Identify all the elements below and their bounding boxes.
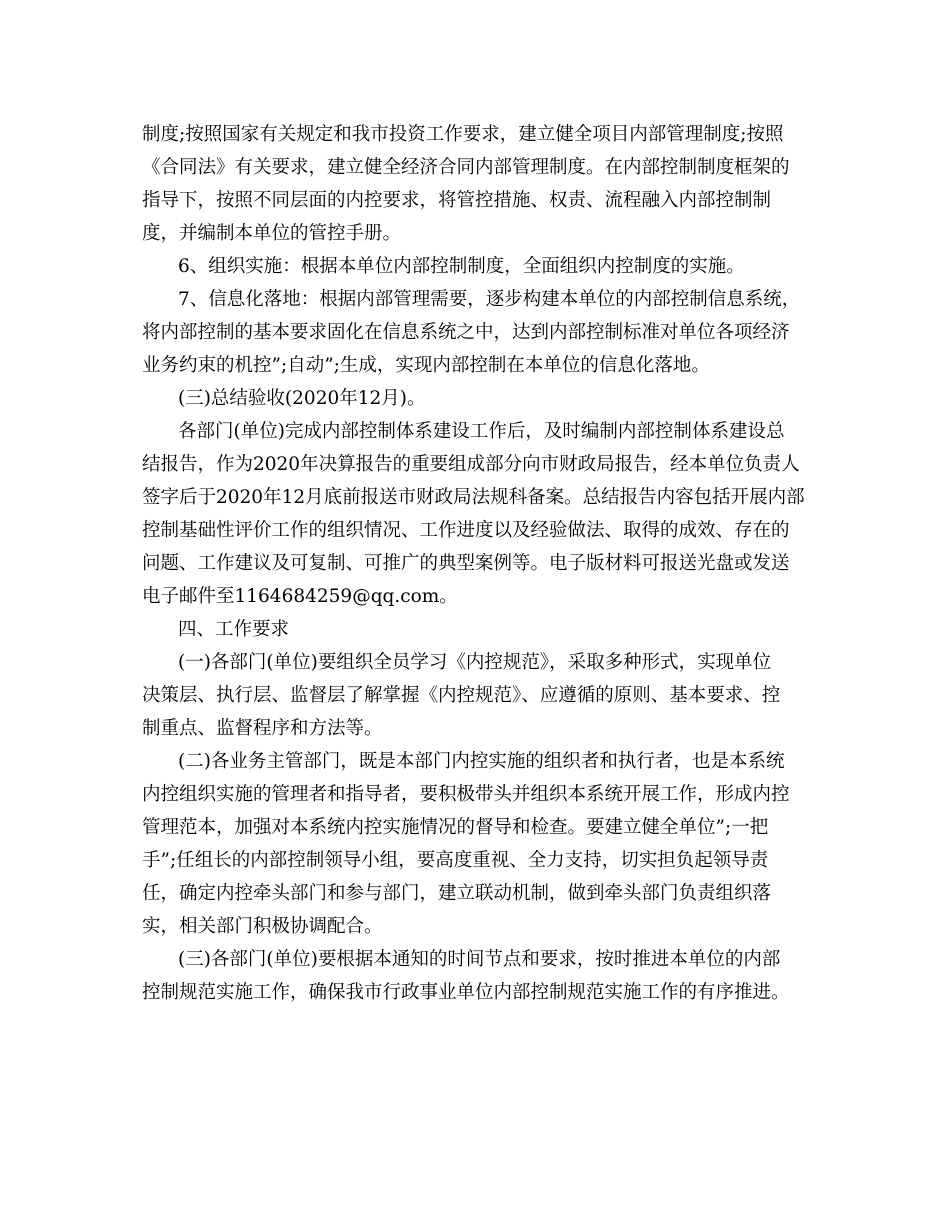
text-line: 7、信息化落地：根据内部管理需要，逐步构建本单位的内部控制信息系统， <box>178 289 801 310</box>
paragraph-continuation <box>142 118 814 250</box>
text-line: 问题、工作建议及可复制、可推广的典型案例等。电子版材料可报送光盘或发送 <box>142 553 790 574</box>
text-line: 指导下，按照不同层面的内控要求，将管控措施、权责、流程融入内部控制制 <box>142 190 772 211</box>
text-line: 结报告，作为2020年决算报告的重要组成部分向市财政局报告，经本单位负责人 <box>142 454 800 475</box>
text-line: 度，并编制本单位的管控手册。 <box>142 223 402 244</box>
text-line: (一)各部门(单位)要组织全员学习《内控规范》，采取多种形式，实现单位 <box>178 652 772 673</box>
text-line: 签字后于2020年12月底前报送市财政局法规科备案。总结报告内容包括开展内部 <box>142 487 805 508</box>
text-line: 内控组织实施的管理者和指导者，要积极带头并组织本系统开展工作，形成内控 <box>142 784 790 805</box>
text-line: 决策层、执行层、监督层了解掌握《内控规范》、应遵循的原则、基本要求、控 <box>142 685 781 706</box>
text-line: 制度;按照国家有关规定和我市投资工作要求，建立健全项目内部管理制度;按照 <box>142 124 784 145</box>
text-line: 业务约束的机控”;自动”;生成，实现内部控制在本单位的信息化落地。 <box>142 355 710 376</box>
text-line: (三)各部门(单位)要根据本通知的时间节点和要求，按时推进本单位的内部 <box>178 949 781 970</box>
paragraph-item-7 <box>142 283 814 382</box>
paragraph-summary-report <box>142 415 814 613</box>
text-line: (三)总结验收(2020年12月)。 <box>178 388 426 409</box>
text-line: 《合同法》有关要求，建立健全经济合同内部管理制度。在内部控制制度框架的 <box>142 157 790 178</box>
text-line: (二)各业务主管部门，既是本部门内控实施的组织者和执行者，也是本系统 <box>178 751 785 772</box>
section-heading-work-requirements <box>142 613 814 646</box>
section-heading-summary-acceptance <box>142 382 814 415</box>
document-body <box>142 118 814 1009</box>
text-line: 控制基础性评价工作的组织情况、工作进度以及经验做法、取得的成效、存在的 <box>142 520 790 541</box>
paragraph-requirement-3 <box>142 943 814 1009</box>
text-line: 手”;任组长的内部控制领导小组，要高度重视、全力支持，切实担负起领导责 <box>142 850 769 871</box>
text-line: 各部门(单位)完成内部控制体系建设工作后，及时编制内部控制体系建设总 <box>178 421 785 442</box>
text-line: 制重点、监督程序和方法等。 <box>142 718 383 739</box>
text-line: 四、工作要求 <box>178 619 290 640</box>
text-line: 6、组织实施：根据本单位内部控制制度，全面组织内控制度的实施。 <box>178 256 745 277</box>
text-line: 控制规范实施工作，确保我市行政事业单位内部控制规范实施工作的有序推进。 <box>142 982 790 1003</box>
paragraph-requirement-2 <box>142 745 814 943</box>
text-line: 任，确定内控牵头部门和参与部门，建立联动机制，做到牵头部门负责组织落 <box>142 883 772 904</box>
paragraph-item-6 <box>142 250 814 283</box>
text-line: 实，相关部门积极协调配合。 <box>142 916 383 937</box>
text-line: 管理范本，加强对本系统内控实施情况的督导和检查。要建立健全单位”;一把 <box>142 817 769 838</box>
text-line: 将内部控制的基本要求固化在信息系统之中，达到内部控制标准对单位各项经济 <box>142 322 790 343</box>
paragraph-requirement-1 <box>142 646 814 745</box>
text-line: 电子邮件至1164684259@qq.com。 <box>142 586 458 607</box>
